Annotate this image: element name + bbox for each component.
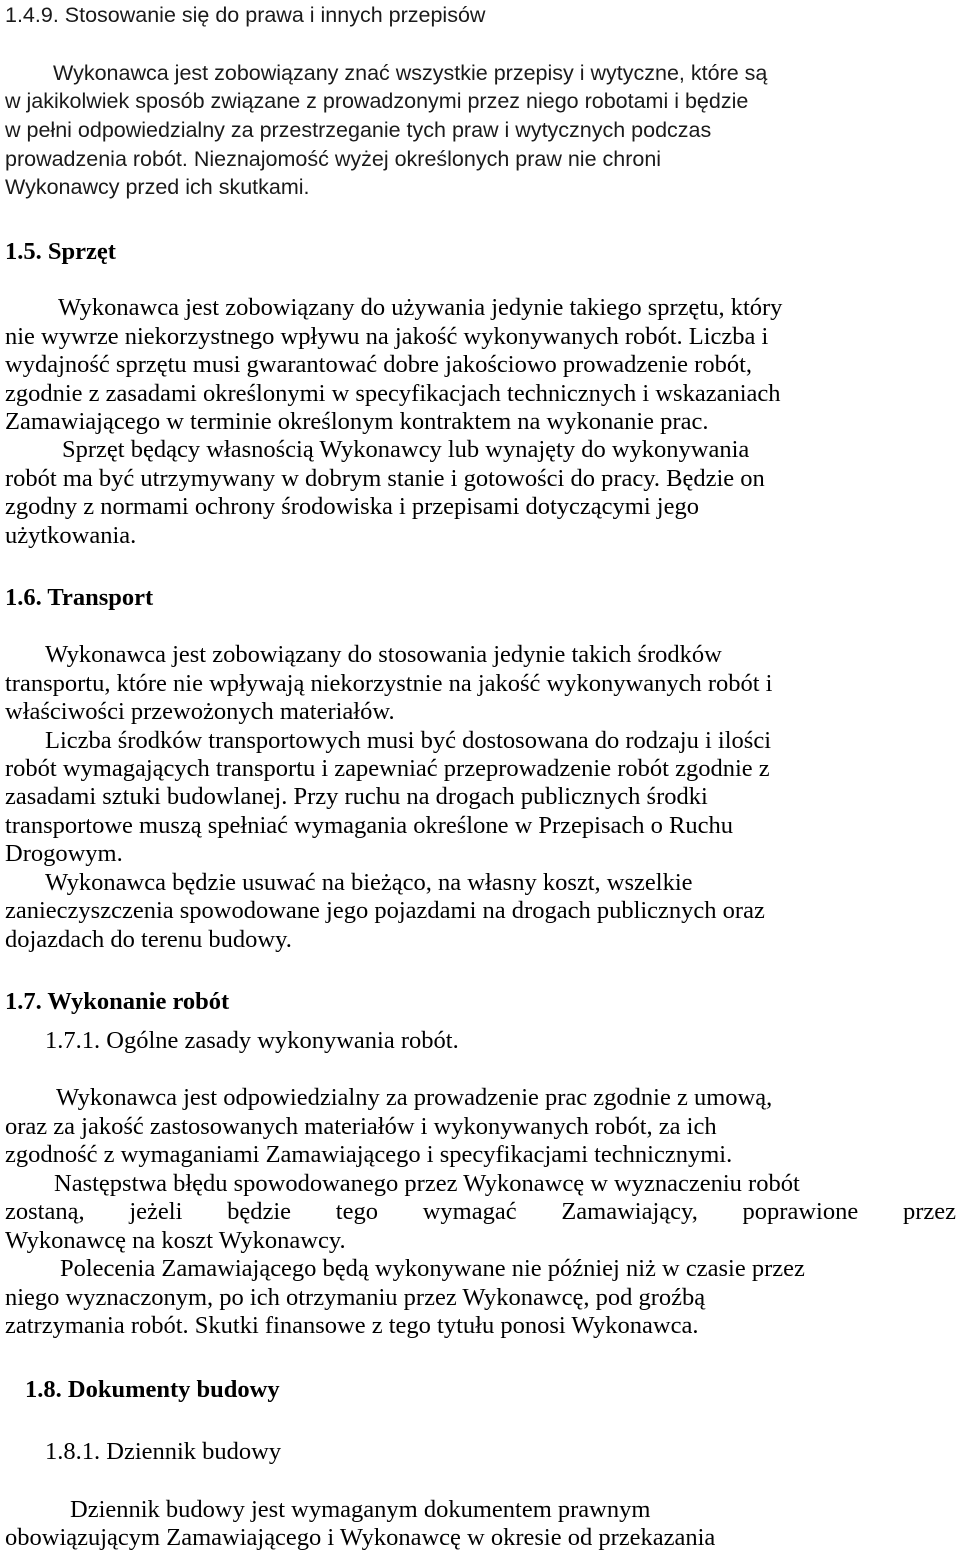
paragraph-line: Drogowym. [5,840,123,867]
paragraph-line: Następstwa błędu spowodowanego przez Wykonawcę w wyznaczeniu robót [54,1170,800,1197]
paragraph-line: zgodny z normami ochrony środowiska i przepisami dotyczącymi jego [5,493,699,520]
subsection-heading-1-8-1: 1.8.1. Dziennik budowy [45,1438,282,1465]
paragraph-line: Sprzęt będący własnością Wykonawcy lub wynajęty do wykonywania [62,436,750,463]
paragraph-line: użytkowania. [5,522,137,549]
paragraph-line: w pełni odpowiedzialny za przestrzeganie tych praw i wytycznych podczas [5,118,712,142]
paragraph-line: obowiązującym Zamawiającego i Wykonawcę w okresie od przekazania [5,1524,716,1551]
paragraph-line: zgodność z wymaganiami Zamawiającego i specyfikacjami technicznymi. [5,1141,733,1168]
section-heading-1-7: 1.7. Wykonanie robót [5,988,230,1015]
paragraph-line: zatrzymania robót. Skutki finansowe z tego tytułu ponosi Wykonawca. [5,1312,699,1339]
paragraph-line: zgodnie z zasadami określonymi w specyfikacjach technicznych i wskazaniach [5,380,781,407]
paragraph-line: robót ma być utrzymywany w dobrym stanie i gotowości do pracy. Będzie on [5,465,765,492]
paragraph-line: zasadami sztuki budowlanej. Przy ruchu na drogach publicznych środki [5,783,708,810]
paragraph-line: prowadzenia robót. Nieznajomość wyżej określonych praw nie chroni [5,147,662,171]
section-heading-1-6: 1.6. Transport [5,584,154,611]
paragraph-line: Zamawiającego w terminie określonym kontraktem na wykonanie prac. [5,408,709,435]
paragraph-line: Wykonawca jest zobowiązany do używania jedynie takiego sprzętu, który [58,294,783,321]
paragraph-line: wydajność sprzętu musi gwarantować dobre jakościowo prowadzenie robót, [5,351,753,378]
paragraph-line: Wykonawca będzie usuwać na bieżąco, na własny koszt, wszelkie [45,869,693,896]
paragraph-line: transportowe muszą spełniać wymagania określone w Przepisach o Ruchu [5,812,733,839]
paragraph-line: transportu, które nie wpływają niekorzystnie na jakość wykonywanych robót i [5,670,773,697]
paragraph-line: Wykonawcy przed ich skutkami. [5,175,310,199]
paragraph-line: nie wywrze niekorzystnego wpływu na jakość wykonywanych robót. Liczba i [5,323,769,350]
paragraph-line: Liczba środków transportowych musi być dostosowana do rodzaju i ilości [45,727,772,754]
paragraph-line: Wykonawca jest zobowiązany do stosowania jedynie takich środków [45,641,722,668]
paragraph-line: Wykonawca jest zobowiązany znać wszystkie przepisy i wytyczne, które są [53,61,768,85]
section-heading-1-5: 1.5. Sprzęt [5,238,116,265]
paragraph-line: Wykonawca jest odpowiedzialny za prowadzenie prac zgodnie z umową, [56,1084,773,1111]
subsection-heading-1-7-1: 1.7.1. Ogólne zasady wykonywania robót. [45,1027,459,1054]
paragraph-line: właściwości przewożonych materiałów. [5,698,395,725]
paragraph-line: oraz za jakość zastosowanych materiałów i wykonywanych robót, za ich [5,1113,717,1140]
paragraph-line: Wykonawcę na koszt Wykonawcy. [5,1227,346,1254]
paragraph-line: w jakikolwiek sposób związane z prowadzonymi przez niego robotami i będzie [5,89,749,113]
section-heading-1-4-9: 1.4.9. Stosowanie się do prawa i innych przepisów [5,3,486,27]
paragraph-line: zostaną, jeżeli będzie tego wymagać Zamawiający, poprawione przez [5,1198,956,1225]
paragraph-line: zanieczyszczenia spowodowane jego pojazdami na drogach publicznych oraz [5,897,765,924]
paragraph-line: dojazdach do terenu budowy. [5,926,292,953]
paragraph-line: robót wymagających transportu i zapewniać przeprowadzenie robót zgodnie z [5,755,770,782]
section-heading-1-8: 1.8. Dokumenty budowy [25,1376,280,1403]
paragraph-line: Polecenia Zamawiającego będą wykonywane nie później niż w czasie przez [60,1255,805,1282]
paragraph-line: niego wyznaczonym, po ich otrzymaniu przez Wykonawcę, pod groźbą [5,1284,706,1311]
paragraph-line: Dziennik budowy jest wymaganym dokumentem prawnym [70,1496,651,1523]
